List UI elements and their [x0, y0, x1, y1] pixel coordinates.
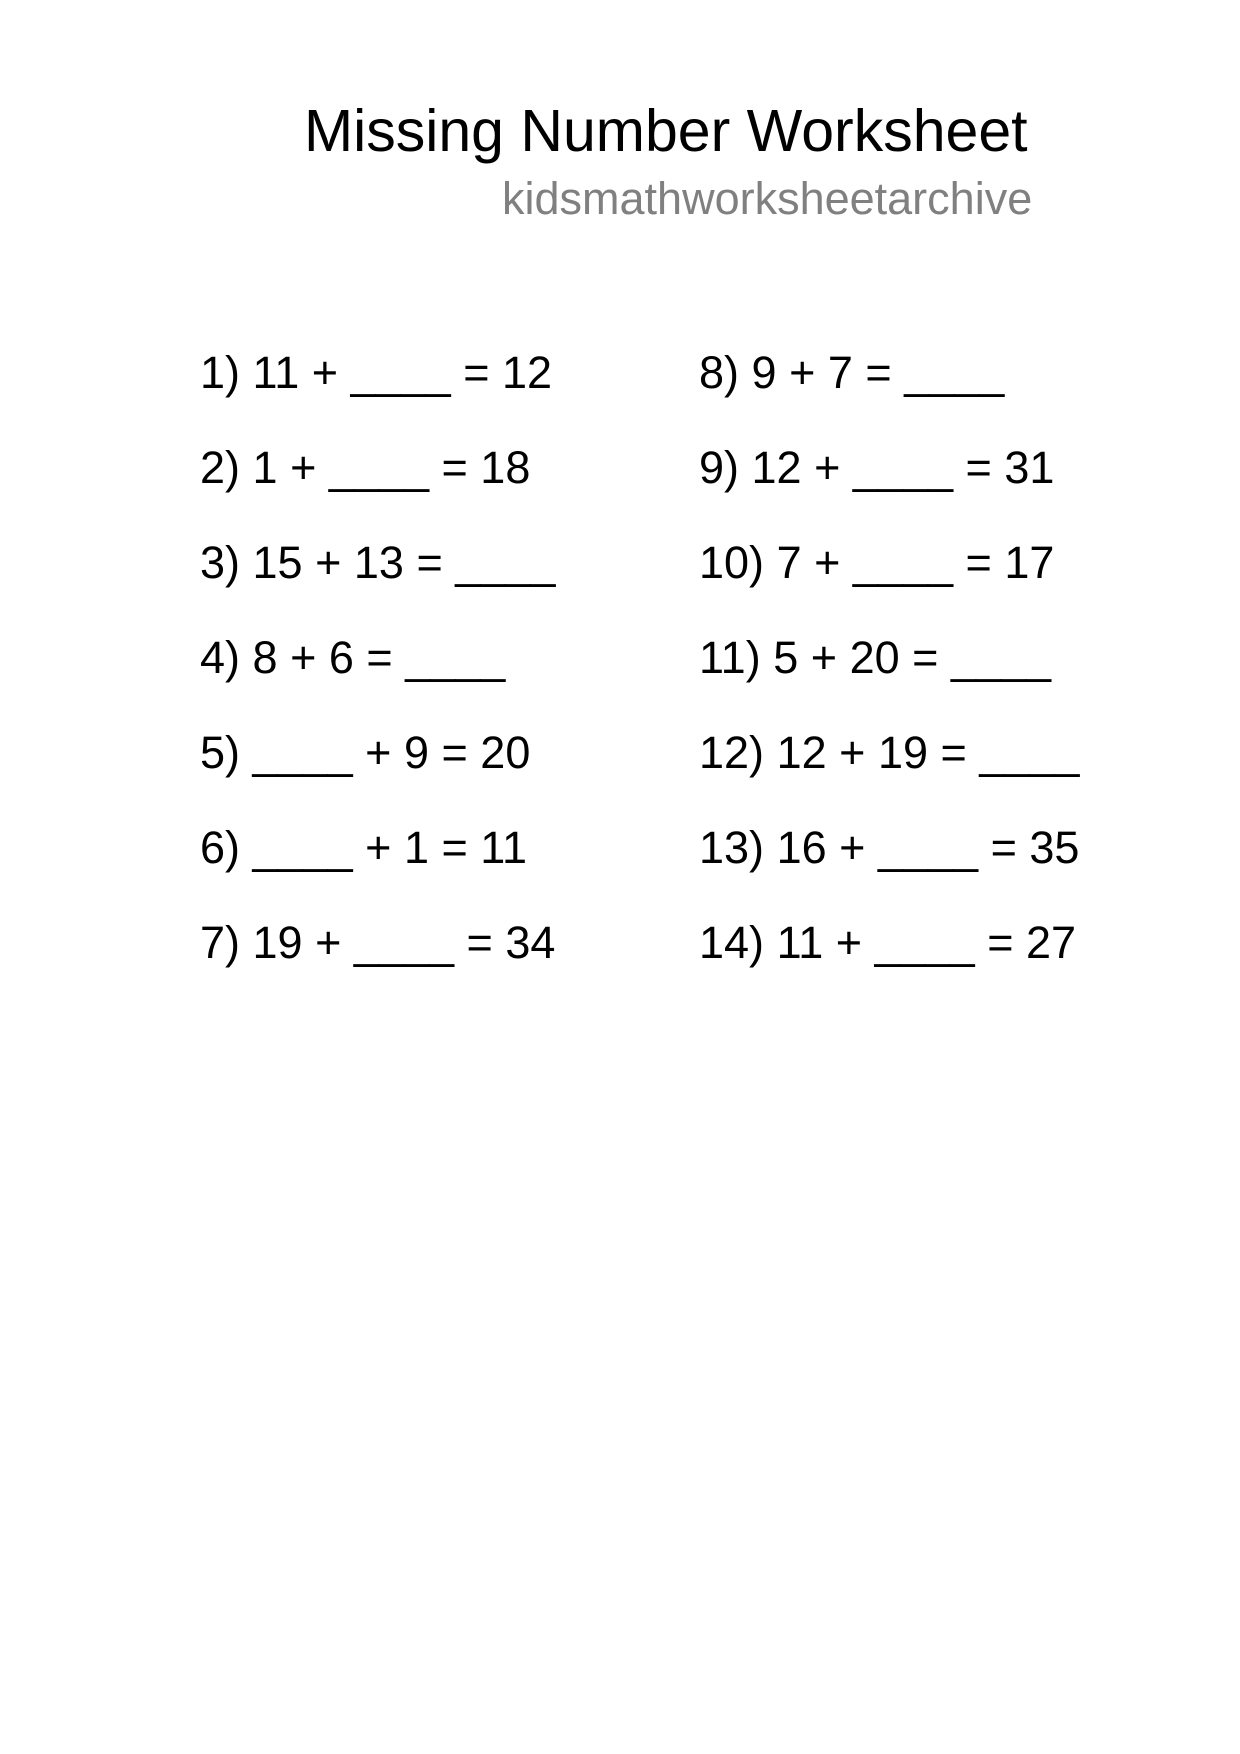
plus-operator: + — [365, 822, 392, 873]
spacer — [299, 347, 312, 398]
spacer — [451, 347, 464, 398]
problem-row — [200, 822, 528, 873]
operand: 12 — [776, 727, 827, 778]
operand: 19 — [877, 727, 928, 778]
spacer — [840, 442, 853, 493]
spacer — [892, 347, 905, 398]
operand: 12 — [751, 442, 802, 493]
operand: 27 — [1026, 917, 1077, 968]
problem-number: 7) — [200, 917, 241, 968]
answer-blank[interactable]: ____ — [950, 632, 1052, 683]
spacer — [777, 347, 790, 398]
problem-number: 9) — [699, 442, 740, 493]
spacer — [353, 822, 366, 873]
problem-number: 3) — [200, 537, 241, 588]
spacer — [303, 537, 316, 588]
spacer — [953, 442, 966, 493]
problem-row — [699, 822, 1080, 873]
spacer — [240, 917, 253, 968]
operand: 9 — [751, 347, 777, 398]
spacer — [764, 822, 777, 873]
problem-row — [200, 917, 556, 968]
equals-operator: = — [441, 727, 468, 778]
answer-blank[interactable]: ____ — [405, 632, 506, 683]
operand: 7 — [776, 537, 802, 588]
spacer — [489, 347, 502, 398]
spacer — [391, 822, 404, 873]
spacer — [975, 917, 988, 968]
plus-operator: + — [839, 822, 866, 873]
equals-operator: = — [463, 347, 490, 398]
equals-operator: = — [441, 442, 468, 493]
plus-operator: + — [311, 347, 339, 398]
plus-operator: + — [835, 917, 863, 968]
problem-row — [699, 727, 1080, 778]
spacer — [739, 347, 752, 398]
operand: 20 — [849, 632, 900, 683]
spacer — [429, 727, 442, 778]
spacer — [928, 727, 941, 778]
spacer — [837, 632, 850, 683]
problem-number: 6) — [200, 822, 241, 873]
spacer — [240, 822, 253, 873]
operand: 31 — [1004, 442, 1055, 493]
answer-blank[interactable]: ____ — [353, 917, 455, 968]
equals-operator: = — [366, 632, 393, 683]
spacer — [827, 822, 840, 873]
problem-row — [200, 347, 553, 398]
spacer — [429, 442, 442, 493]
problem-number: 5) — [200, 727, 241, 778]
spacer — [429, 822, 442, 873]
plus-operator: + — [290, 442, 317, 493]
spacer — [764, 537, 777, 588]
spacer — [240, 727, 253, 778]
operand: 11 — [776, 917, 824, 968]
operand: 16 — [776, 822, 827, 873]
spacer — [953, 537, 966, 588]
plus-operator: + — [789, 347, 816, 398]
operand: 13 — [353, 537, 404, 588]
problem-row — [699, 537, 1055, 588]
problem-row — [699, 347, 1005, 398]
answer-blank[interactable]: ____ — [252, 822, 353, 873]
problem-number: 4) — [200, 632, 241, 683]
operand: 18 — [480, 442, 531, 493]
spacer — [303, 917, 316, 968]
spacer — [739, 442, 752, 493]
spacer — [865, 727, 878, 778]
problem-number: 14) — [699, 917, 765, 968]
spacer — [454, 917, 467, 968]
operand: 9 — [403, 727, 429, 778]
operand: 11 — [252, 347, 300, 398]
problem-number: 10) — [699, 537, 765, 588]
equals-operator: = — [416, 537, 443, 588]
problem-row — [200, 632, 506, 683]
site-name: kidsmathworksheetarchive — [502, 173, 1033, 224]
spacer — [240, 537, 253, 588]
equals-operator: = — [466, 917, 493, 968]
plus-operator: + — [810, 632, 838, 683]
spacer — [278, 632, 291, 683]
spacer — [862, 917, 875, 968]
spacer — [391, 727, 404, 778]
spacer — [761, 632, 774, 683]
spacer — [827, 727, 840, 778]
operand: 19 — [252, 917, 303, 968]
spacer — [802, 537, 815, 588]
problem-row — [200, 537, 556, 588]
spacer — [992, 442, 1005, 493]
answer-blank[interactable]: ____ — [979, 727, 1080, 778]
plus-operator: + — [814, 537, 841, 588]
answer-blank[interactable]: ____ — [455, 537, 556, 588]
answer-blank[interactable]: ____ — [877, 822, 979, 873]
equals-operator: = — [441, 822, 468, 873]
equals-operator: = — [990, 822, 1017, 873]
spacer — [240, 632, 253, 683]
plus-operator: + — [814, 442, 841, 493]
spacer — [353, 727, 366, 778]
spacer — [802, 442, 815, 493]
spacer — [393, 632, 406, 683]
answer-blank[interactable]: ____ — [904, 347, 1005, 398]
operand: 8 — [252, 632, 278, 683]
answer-blank[interactable]: ____ — [252, 727, 353, 778]
equals-operator: = — [965, 537, 992, 588]
spacer — [992, 537, 1005, 588]
spacer — [404, 537, 417, 588]
answer-blank[interactable]: ____ — [350, 347, 451, 398]
plus-operator: + — [290, 632, 317, 683]
spacer — [815, 347, 828, 398]
page-title: Missing Number Worksheet — [304, 98, 1028, 164]
spacer — [1017, 822, 1030, 873]
operand: 15 — [252, 537, 303, 588]
spacer — [865, 822, 878, 873]
problem-number: 13) — [699, 822, 765, 873]
operand: 20 — [480, 727, 531, 778]
equals-operator: = — [940, 727, 967, 778]
spacer — [853, 347, 866, 398]
plus-operator: + — [839, 727, 866, 778]
equals-operator: = — [965, 442, 992, 493]
problem-row — [200, 442, 531, 493]
operand: 5 — [773, 632, 799, 683]
answer-blank[interactable]: ____ — [874, 917, 975, 968]
spacer — [798, 632, 811, 683]
operand: 11 — [480, 822, 528, 873]
plus-operator: + — [315, 917, 342, 968]
answer-blank[interactable]: ____ — [328, 442, 429, 493]
spacer — [764, 917, 777, 968]
operand: 12 — [501, 347, 553, 398]
operand: 35 — [1029, 822, 1080, 873]
plus-operator: + — [315, 537, 342, 588]
spacer — [978, 822, 991, 873]
spacer — [316, 442, 329, 493]
spacer — [493, 917, 506, 968]
spacer — [354, 632, 367, 683]
spacer — [468, 442, 481, 493]
answer-blank[interactable]: ____ — [852, 442, 954, 493]
spacer — [938, 632, 951, 683]
spacer — [341, 537, 354, 588]
problem-row — [200, 727, 531, 778]
equals-operator: = — [865, 347, 892, 398]
spacer — [278, 442, 291, 493]
spacer — [900, 632, 913, 683]
spacer — [840, 537, 853, 588]
spacer — [316, 632, 329, 683]
answer-blank[interactable]: ____ — [852, 537, 954, 588]
spacer — [468, 822, 481, 873]
spacer — [240, 442, 253, 493]
problem-number: 2) — [200, 442, 241, 493]
spacer — [338, 347, 351, 398]
problem-row — [699, 632, 1052, 683]
problem-row — [699, 442, 1055, 493]
equals-operator: = — [912, 632, 939, 683]
operand: 1 — [403, 822, 429, 873]
spacer — [468, 727, 481, 778]
spacer — [341, 917, 354, 968]
operand: 34 — [505, 917, 556, 968]
problem-number: 12) — [699, 727, 765, 778]
spacer — [1014, 917, 1027, 968]
spacer — [823, 917, 836, 968]
plus-operator: + — [365, 727, 392, 778]
problem-number: 11) — [699, 632, 761, 683]
operand: 17 — [1004, 537, 1055, 588]
operand: 1 — [252, 442, 278, 493]
operand: 6 — [328, 632, 354, 683]
spacer — [443, 537, 456, 588]
spacer — [764, 727, 777, 778]
operand: 7 — [827, 347, 853, 398]
problem-row — [699, 917, 1077, 968]
spacer — [240, 347, 253, 398]
equals-operator: = — [987, 917, 1014, 968]
spacer — [967, 727, 980, 778]
problem-number: 1) — [200, 347, 241, 398]
problem-number: 8) — [699, 347, 740, 398]
